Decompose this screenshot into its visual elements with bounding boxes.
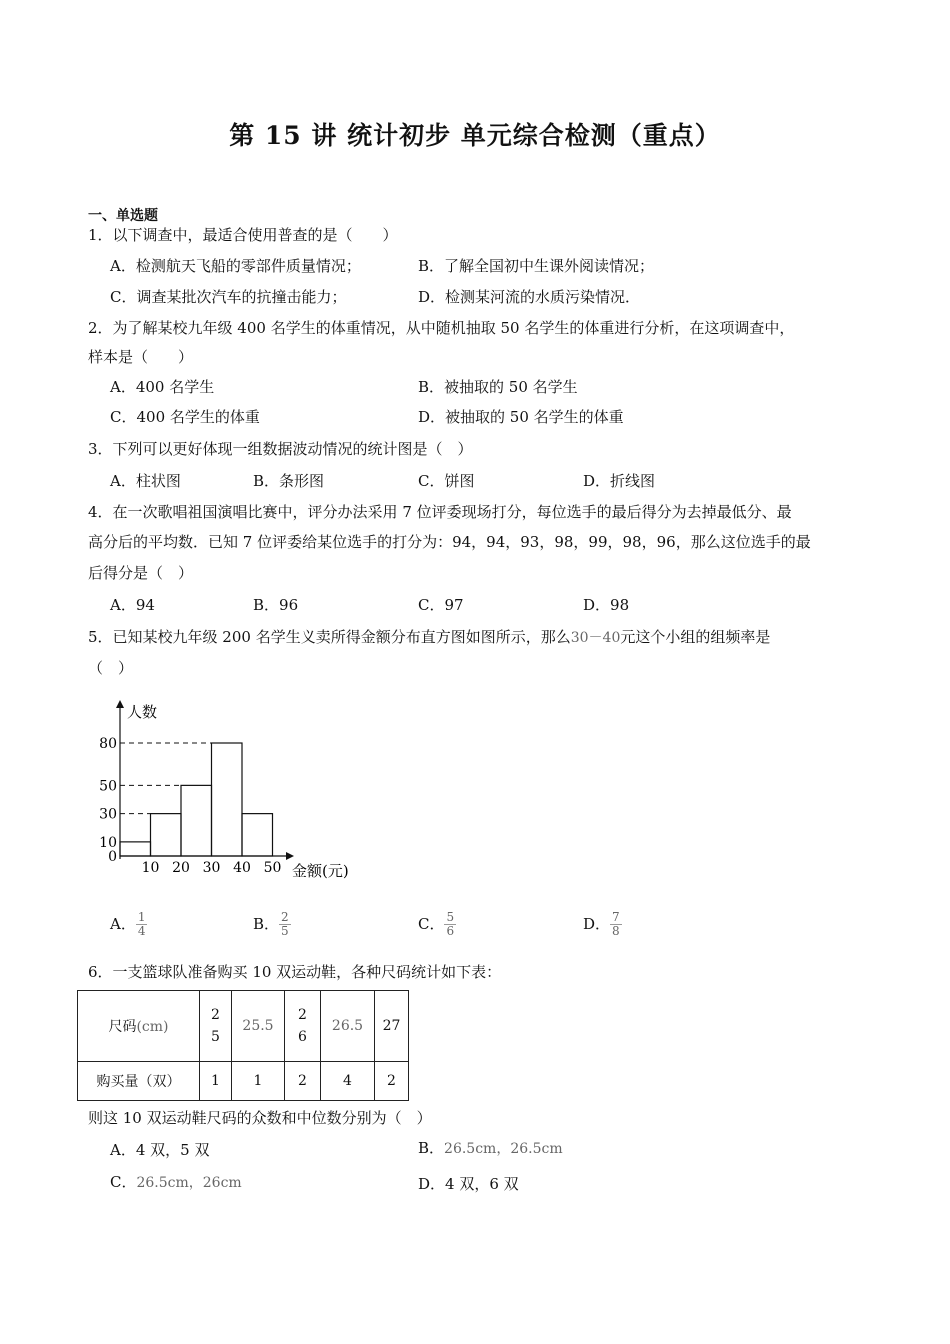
question-4-stem-line3: 后得分是（ ） <box>88 564 194 582</box>
page-title: 第 15 讲 统计初步 单元综合检测（重点） <box>229 121 721 150</box>
x-tick-40: 40 <box>233 860 251 876</box>
x-axis-label: 金额(元) <box>292 862 349 880</box>
question-6-stem-line2: 则这 10 双运动鞋尺码的众数和中位数分别为（ ） <box>88 1109 432 1127</box>
x-tick-labels <box>142 860 282 876</box>
question-3-option-a[interactable]: A．柱状图 <box>110 472 181 490</box>
y-tick-labels <box>99 736 117 865</box>
histogram-bar-10-20 <box>151 814 182 856</box>
numerator: 5 <box>446 909 455 924</box>
question-3-stem: 3．下列可以更好体现一组数据波动情况的统计图是（ ） <box>88 440 473 458</box>
question-1-stem: 1．以下调查中，最适合使用普查的是（ ） <box>88 226 398 244</box>
fraction-a <box>136 911 148 938</box>
option-label: C． <box>418 915 445 933</box>
option-label: B． <box>253 915 280 933</box>
histogram-chart <box>85 698 375 888</box>
table-cell: 2 <box>375 1062 409 1101</box>
denominator: 6 <box>446 923 455 938</box>
question-2-option-c[interactable]: C．400 名学生的体重 <box>110 408 260 426</box>
histogram-bar-20-30 <box>181 785 212 856</box>
table-cell: 27 <box>375 991 409 1062</box>
question-5-stem-post: 元这个小组的组频率是 <box>620 628 771 646</box>
table-cell: 26.5 <box>321 991 375 1062</box>
option-label: C． <box>110 1173 137 1191</box>
question-4-option-a[interactable]: A．94 <box>110 596 155 614</box>
option-label: D． <box>583 915 611 933</box>
question-4-option-c[interactable]: C．97 <box>418 596 464 614</box>
size-header-label: 尺码 <box>108 1019 137 1035</box>
question-1-option-a[interactable]: A．检测航天飞船的零部件质量情况； <box>110 257 361 275</box>
denominator: 4 <box>137 923 146 938</box>
question-6-stem: 6．一支篮球队准备购买 10 双运动鞋，各种尺码统计如下表： <box>88 963 502 981</box>
table-row-size <box>78 991 409 1062</box>
numerator: 7 <box>612 909 620 924</box>
y-axis-label: 人数 <box>127 703 158 721</box>
question-4-option-d[interactable]: D．98 <box>583 596 630 614</box>
option-label: A． <box>110 915 136 933</box>
table-cell: 4 <box>321 1062 375 1101</box>
question-5-option-d[interactable] <box>583 906 622 942</box>
y-tick-50: 50 <box>99 778 117 795</box>
table-cell: 25.5 <box>232 991 285 1062</box>
table-cell: 1 <box>200 1062 232 1101</box>
option-label: B． <box>418 1139 445 1157</box>
question-2-option-d[interactable]: D．被抽取的 50 名学生的体重 <box>418 408 624 426</box>
histogram-bar-0-10 <box>120 842 151 856</box>
question-4-option-b[interactable]: B．96 <box>253 596 299 614</box>
fraction-d <box>610 911 622 938</box>
question-2-stem-line2: 样本是（ ） <box>88 348 194 366</box>
shoe-size-table <box>77 990 409 1101</box>
size-header-unit: (cm) <box>136 1019 169 1035</box>
question-5-option-b[interactable] <box>253 906 291 942</box>
question-6-option-a[interactable]: A．4 双，5 双 <box>110 1141 210 1159</box>
table-row-count <box>78 1062 409 1101</box>
question-5-stem-line1 <box>88 627 770 648</box>
question-2-option-b[interactable]: B．被抽取的 50 名学生 <box>418 378 578 396</box>
denominator: 5 <box>281 923 289 938</box>
table-header-size <box>78 991 200 1062</box>
option-value: 26.5cm，26.5cm <box>444 1141 563 1157</box>
y-tick-0: 0 <box>108 849 117 865</box>
question-2-stem-line1: 2．为了解某校九年级 400 名学生的体重情况，从中随机抽取 50 名学生的体重进行分析，在这项调查中， <box>88 319 795 337</box>
question-3-option-c[interactable]: C．饼图 <box>418 472 475 490</box>
question-5-stem-line2: （ ） <box>88 659 134 677</box>
fraction-b <box>279 911 291 938</box>
question-6-option-d[interactable]: D．4 双，6 双 <box>418 1175 519 1193</box>
question-3-option-b[interactable]: B．条形图 <box>253 472 325 490</box>
y-tick-30: 30 <box>99 806 117 823</box>
y-tick-10: 10 <box>99 834 117 851</box>
dashed-guide-lines <box>120 743 212 814</box>
question-1-option-b[interactable]: B．了解全国初中生课外阅读情况； <box>418 257 655 275</box>
question-6-option-b[interactable] <box>418 1138 563 1159</box>
numerator: 2 <box>281 909 289 924</box>
histogram-bars <box>120 743 273 856</box>
question-5-option-a[interactable] <box>110 906 147 942</box>
table-cell: 2 <box>285 1062 321 1101</box>
x-tick-10: 10 <box>141 860 160 876</box>
question-2-option-a[interactable]: A．400 名学生 <box>110 378 215 396</box>
numerator: 1 <box>137 909 146 924</box>
x-tick-50: 50 <box>263 860 282 876</box>
question-5-stem-pre: 5．已知某校九年级 200 名学生义卖所得金额分布直方图如图所示，那么 <box>88 628 571 646</box>
y-tick-80: 80 <box>99 736 117 752</box>
question-5-option-c[interactable] <box>418 906 456 942</box>
fraction-c <box>444 911 456 938</box>
histogram-bar-30-40 <box>212 743 243 856</box>
x-tick-20: 20 <box>172 860 190 876</box>
table-header-count: 购买量（双） <box>78 1062 200 1101</box>
x-tick-30: 30 <box>202 860 221 876</box>
question-1-option-d[interactable]: D．检测某河流的水质污染情况． <box>418 288 641 306</box>
question-6-option-c[interactable] <box>110 1172 242 1193</box>
question-5-range: 30－40 <box>570 630 621 646</box>
table-cell: 2 6 <box>285 991 321 1062</box>
table-cell: 2 5 <box>200 991 232 1062</box>
option-value: 26.5cm，26cm <box>136 1175 242 1191</box>
denominator: 8 <box>612 923 620 938</box>
question-1-option-c[interactable]: C．调查某批次汽车的抗撞击能力； <box>110 288 347 306</box>
question-4-stem-line1: 4．在一次歌唱祖国演唱比赛中，评分办法采用 7 位评委现场打分，每位选手的最后得分为去掉最低分、最 <box>88 503 792 521</box>
question-4-stem-line2: 高分后的平均数．已知 7 位评委给某位选手的打分为：94，94，93，98，99，98，96，那么这位选手的最 <box>88 533 811 551</box>
question-3-option-d[interactable]: D．折线图 <box>583 472 656 490</box>
section-heading: 一、单选题 <box>88 208 158 224</box>
histogram-bar-40-50 <box>242 814 273 856</box>
table-cell: 1 <box>232 1062 285 1101</box>
